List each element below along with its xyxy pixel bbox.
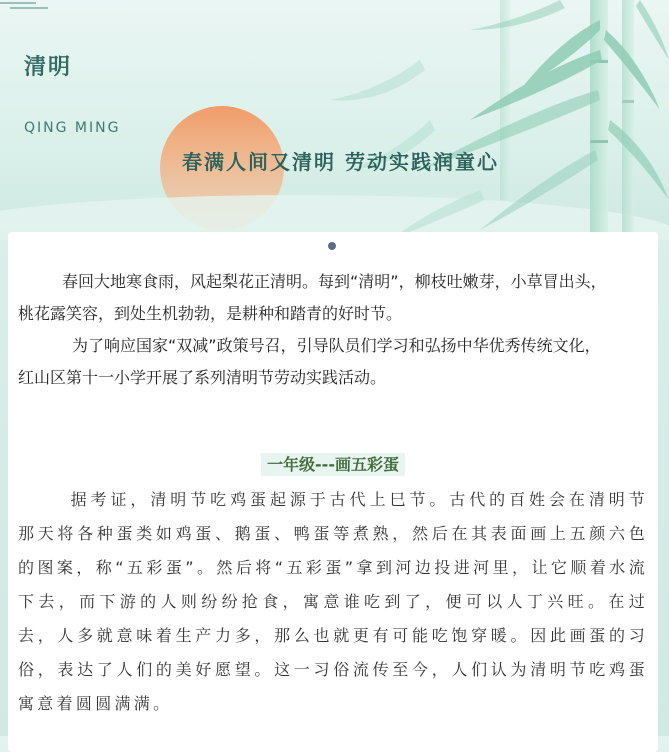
bullet-dot-icon (328, 242, 336, 250)
article-card (8, 232, 658, 752)
intro-paragraph-1: 春回大地寒食雨，风起梨花正清明。每到“清明”，柳枝吐嫩芽，小草冒出头，桃花露笑容，到处生机勃勃，是耕种和踏青的好时节。 (18, 272, 607, 323)
section-heading (8, 452, 658, 475)
page-title: 清明 (24, 55, 73, 80)
section-body (18, 483, 648, 721)
section-title: 一年级---画五彩蛋 (261, 453, 405, 476)
header-banner (0, 0, 669, 240)
page-subtitle: QING MING (24, 120, 121, 136)
intro-paragraph-2: 为了响应国家“双减”政策号召，引导队员们学习和弘扬中华优秀传统文化，红山区第十一小学开展了系列清明节劳动实践活动。 (18, 336, 601, 387)
decorative-line-icon (0, 0, 48, 10)
intro-section (18, 266, 610, 394)
headline: 春满人间又清明 劳动实践润童心 (182, 150, 499, 174)
section-paragraph: 据考证，清明节吃鸡蛋起源于古代上巳节。古代的百姓会在清明节那天将各种蛋类如鸡蛋、鹅蛋、鸭蛋等煮熟，然后在其表面画上五颜六色的图案，称“五彩蛋”。然后将“五彩蛋”拿到河边投进河里，让它顺着水流下去，而下游的人则纷纷抢食，寓意谁吃到了，便可以人丁兴旺。在过去，人多就意味着生产力多，那么也就更有可能吃饱穿暖。因此画蛋的习俗，表达了人们的美好愿望。这一习俗流传至今，人们认为清明节吃鸡蛋寓意着圆圆满满。 (18, 490, 648, 713)
